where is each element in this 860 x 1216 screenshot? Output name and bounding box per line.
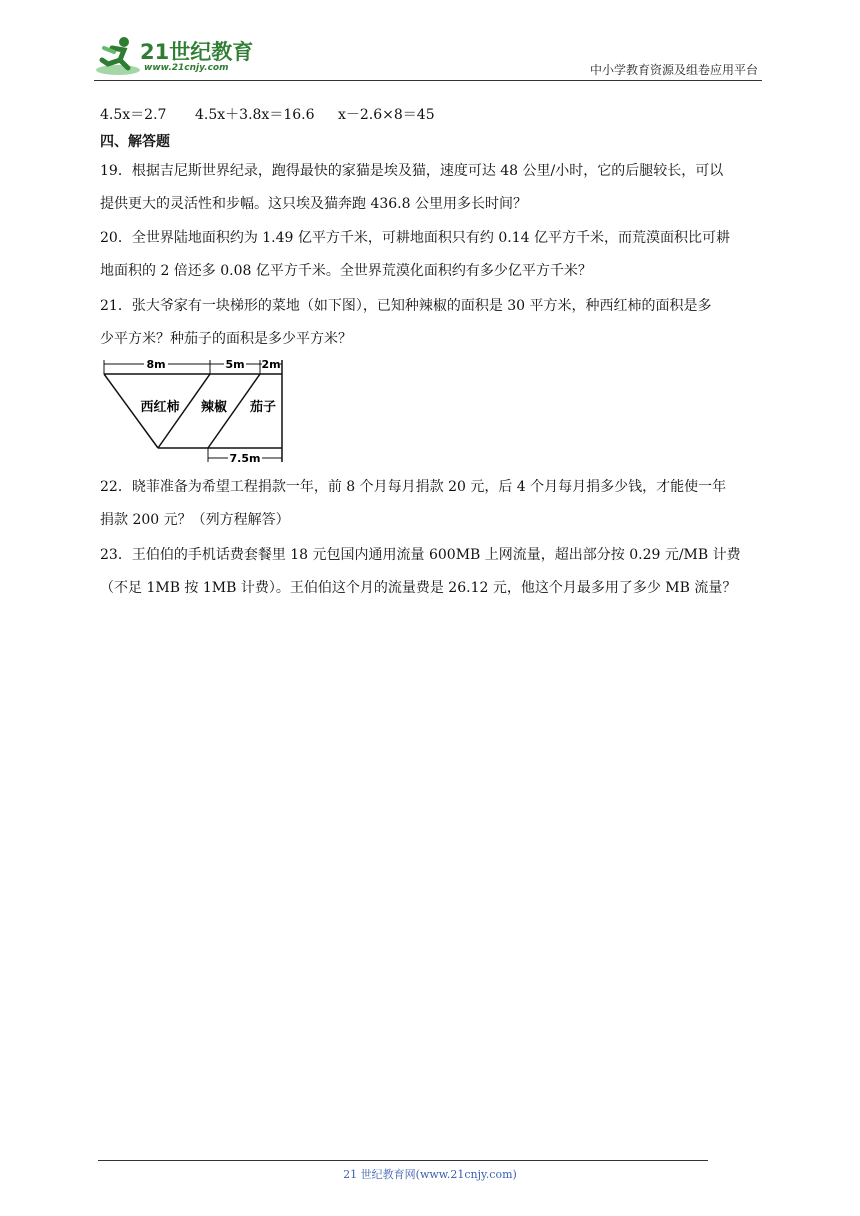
label-2m: 2m [261,358,281,371]
logo-text: 21世纪教育 [140,40,254,64]
question-21-line-1: 21．张大爷家有一块梯形的菜地（如下图），已知种辣椒的面积是 30 平方米，种西红柿的面积是多 [100,298,712,314]
label-8m: 8m [146,358,166,371]
equation-row [100,105,435,125]
platform-name: 中小学教育资源及组卷应用平台 [589,63,758,77]
logo-url: www.21cnjy.com [144,63,229,73]
question-22-line-2: 捐款 200 元？（列方程解答） [100,512,290,528]
region-eggplant: 茄子 [249,400,277,415]
site-logo[interactable] [94,34,264,80]
runner-logo-icon [94,34,142,78]
equation-2: 4.5x＋3.8x＝16.6 [195,107,315,123]
label-7-5m: 7.5m [229,452,261,465]
question-20-line-2: 地面积的 2 倍还多 0.08 亿平方千米。全世界荒漠化面积约有多少亿平方千米？ [100,263,592,279]
footer-link[interactable]: 21 世纪教育网(www.21cnjy.com) [343,1168,517,1181]
label-5m: 5m [225,358,245,371]
region-tomato: 西红柿 [140,400,180,415]
region-pepper: 辣椒 [200,400,228,415]
trapezoid-figure [100,356,300,468]
question-23-line-1: 23．王伯伯的手机话费套餐里 18 元包国内通用流量 600MB 上网流量，超出部分按 0.29 元/MB 计费 [100,547,741,563]
footer-rule [98,1160,708,1161]
equation-3: x－2.6×8＝45 [338,107,435,123]
page-header [94,32,762,81]
equation-1: 4.5x＝2.7 [100,107,167,123]
question-22-line-1: 22．晓菲准备为希望工程捐款一年，前 8 个月每月捐款 20 元，后 4 个月每月捐多少钱，才能使一年 [100,479,727,495]
question-21-line-2: 少平方米？种茄子的面积是多少平方米？ [100,331,352,347]
question-19-line-2: 提供更大的灵活性和步幅。这只埃及猫奔跑 436.8 公里用多长时间？ [100,196,527,212]
section-title: 四、解答题 [100,134,170,150]
question-23-line-2: （不足 1MB 按 1MB 计费）。王伯伯这个月的流量费是 26.12 元，他这个月最多用了多少 MB 流量？ [100,580,737,596]
question-19-line-1: 19．根据吉尼斯世界纪录，跑得最快的家猫是埃及猫，速度可达 48 公里/小时，它的后腿较长，可以 [100,163,724,179]
question-20-line-1: 20．全世界陆地面积约为 1.49 亿平方千米，可耕地面积只有约 0.14 亿平方千米，而荒漠面积比可耕 [100,230,730,246]
